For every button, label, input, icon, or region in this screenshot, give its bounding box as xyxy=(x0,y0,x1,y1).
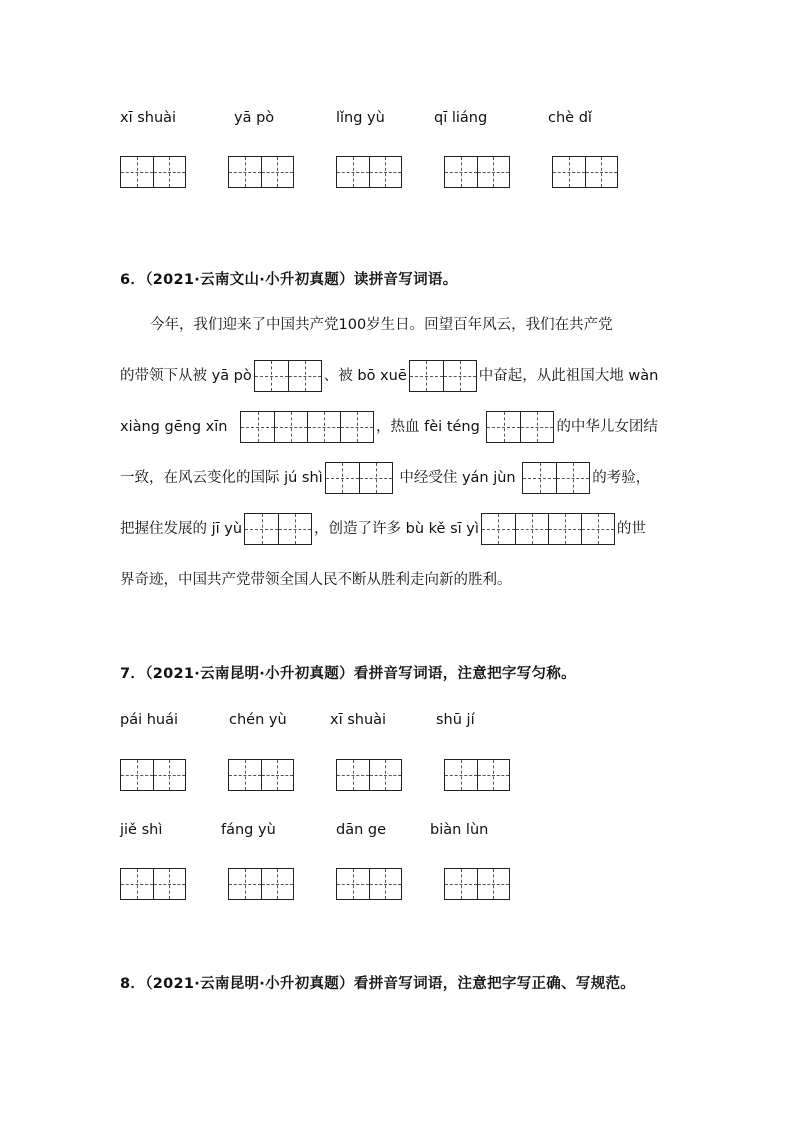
answer-grid[interactable] xyxy=(228,759,294,791)
answer-grid[interactable] xyxy=(240,411,374,443)
answer-grid[interactable] xyxy=(120,156,186,188)
pinyin-label: fèi téng xyxy=(424,419,480,435)
answer-grid[interactable] xyxy=(486,411,554,443)
pinyin-label: yán jùn xyxy=(461,470,516,486)
paragraph-text: 界奇迹，中国共产党带领全国人民不断从胜利走向新的胜利。 xyxy=(120,572,512,588)
pinyin-label: xī shuài xyxy=(330,712,387,728)
answer-grid[interactable] xyxy=(228,156,294,188)
question-8-title: 8．（2021·云南昆明·小升初真题）看拼音写词语，注意把字写正确、写规范。 xyxy=(120,976,636,992)
paragraph-text: 的世 xyxy=(616,521,646,537)
question-6-title: 6．（2021·云南文山·小升初真题）读拼音写词语。 xyxy=(120,272,458,288)
paragraph-text: ，热血 xyxy=(376,419,420,435)
pinyin-label: fáng yù xyxy=(221,822,276,838)
paragraph-text: 今年，我们迎来了中国共产党100岁生日。回望百年风云，我们在共产党 xyxy=(150,317,613,333)
paragraph-text: 中经受住 xyxy=(399,470,458,486)
answer-grid[interactable] xyxy=(409,360,477,392)
pinyin-label: jú shì xyxy=(284,470,323,486)
pinyin-label: bù kě sī yì xyxy=(405,521,479,537)
answer-grid[interactable] xyxy=(444,868,510,900)
answer-grid[interactable] xyxy=(522,462,590,494)
pinyin-label: xī shuài xyxy=(120,110,177,126)
pinyin-label: shū jí xyxy=(436,712,475,728)
paragraph-text: 一致，在风云变化的国际 xyxy=(120,470,280,486)
question-6-paragraph xyxy=(120,300,680,606)
paragraph-text: 把握住发展的 xyxy=(120,521,207,537)
pinyin-label: chén yù xyxy=(229,712,287,728)
paragraph-text: ，创造了许多 xyxy=(314,521,402,537)
pinyin-label: jiě shì xyxy=(120,822,163,838)
answer-grid[interactable] xyxy=(228,868,294,900)
pinyin-label: bō xuē xyxy=(357,368,407,384)
paragraph-text: 、被 xyxy=(323,368,353,384)
pinyin-label: xiàng gēng xīn xyxy=(120,419,228,435)
answer-grid[interactable] xyxy=(336,868,402,900)
answer-grid[interactable] xyxy=(120,759,186,791)
pinyin-label: dān ge xyxy=(336,822,387,838)
answer-grid[interactable] xyxy=(481,513,615,545)
pinyin-label: chè dǐ xyxy=(548,110,592,126)
answer-grid[interactable] xyxy=(120,868,186,900)
paragraph-text: 的带领下从被 xyxy=(120,368,207,384)
answer-grid[interactable] xyxy=(444,156,510,188)
pinyin-label: pái huái xyxy=(120,712,179,728)
answer-grid[interactable] xyxy=(444,759,510,791)
paragraph-text: 中奋起，从此祖国大地 xyxy=(478,368,624,384)
answer-grid[interactable] xyxy=(336,156,402,188)
answer-grid[interactable] xyxy=(254,360,322,392)
pinyin-label: jī yù xyxy=(211,521,243,537)
paragraph-text: 的考验， xyxy=(592,470,651,486)
paragraph-text: 的中华儿女团结 xyxy=(556,419,658,435)
answer-grid[interactable] xyxy=(336,759,402,791)
question-7-title: 7．（2021·云南昆明·小升初真题）看拼音写词语，注意把字写匀称。 xyxy=(120,666,576,682)
pinyin-label: biàn lùn xyxy=(430,822,489,838)
pinyin-label: lǐng yù xyxy=(336,110,385,126)
pinyin-label: yā pò xyxy=(211,368,252,384)
pinyin-label: qī liáng xyxy=(434,110,488,126)
answer-grid[interactable] xyxy=(552,156,618,188)
pinyin-label: wàn xyxy=(628,368,659,384)
answer-grid[interactable] xyxy=(325,462,393,494)
pinyin-label: yā pò xyxy=(234,110,275,126)
answer-grid[interactable] xyxy=(244,513,312,545)
